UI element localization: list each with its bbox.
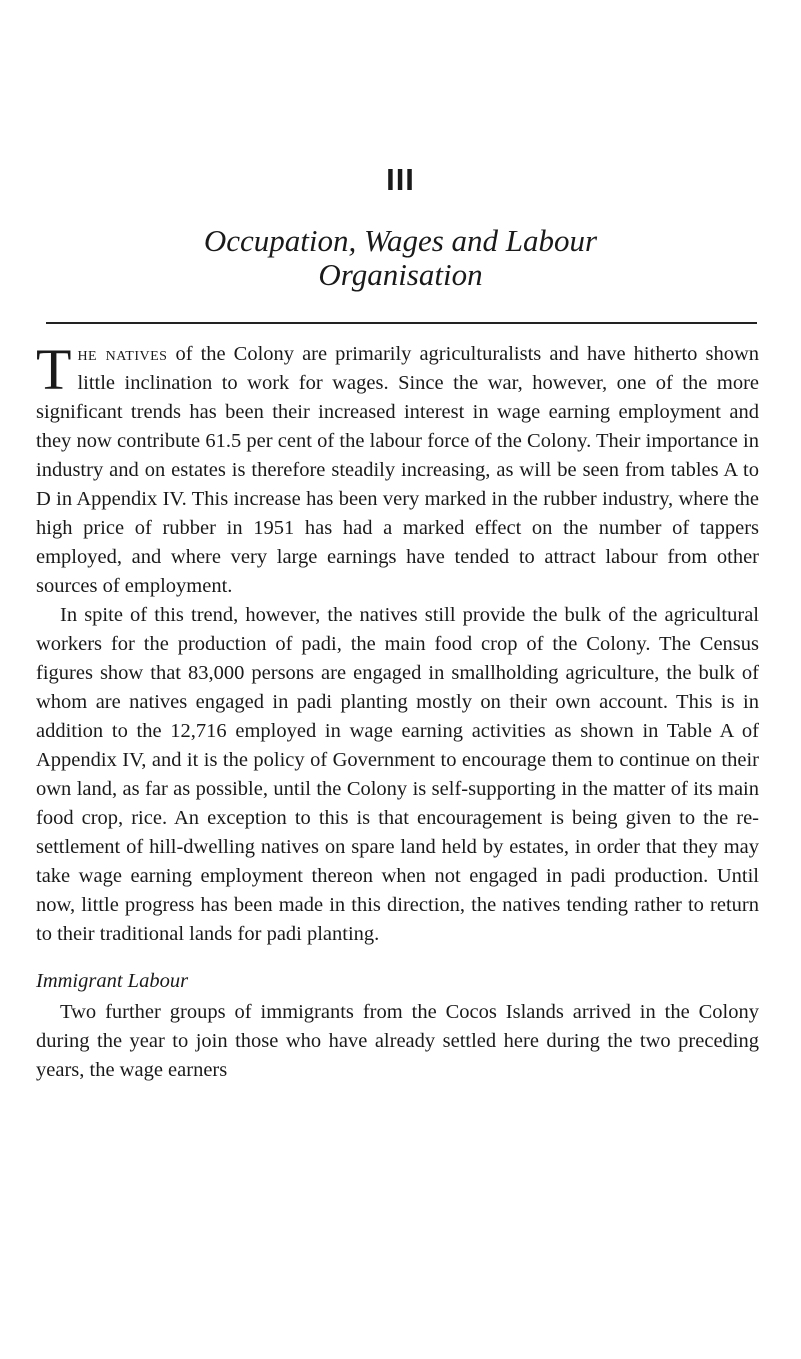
- chapter-title-line-2: Organisation: [318, 257, 483, 292]
- body-text: [36, 337, 759, 1085]
- title-divider: [46, 322, 757, 324]
- paragraph-1-text: of the Colony are primarily agriculturalists and have hitherto shown little inclination to work for wages. Since the war, however, one of the more significant trends has been their increased interest in wage earning employment and they now contribute 61.5 per cent of the labour force of the Colony. Their importance in industry and on estates is therefore steadily increasing, as will be seen from tables A to D in Appendix IV. This increase has been very marked in the rubber industry, where the high price of rubber in 1951 has had a marked effect on the number of tappers employed, and where very large earnings have tended to attract labour from other sources of employment.: [36, 343, 759, 597]
- lead-in-smallcaps: he natives: [77, 343, 168, 365]
- section-heading: Immigrant Labour: [36, 970, 189, 992]
- chapter-number: III: [386, 162, 415, 197]
- drop-cap: T: [36, 337, 72, 402]
- paragraph-3: Two further groups of immigrants from the Cocos Islands arrived in the Colony during the year to join those who have already settled here during the two preceding years, the wage earners: [36, 1001, 759, 1081]
- chapter-title: [0, 224, 801, 292]
- paragraph-1: [36, 337, 759, 601]
- chapter-title-line-1: Occupation, Wages and Labour: [203, 223, 598, 258]
- paragraph-2: In spite of this trend, however, the natives still provide the bulk of the agricultural workers for the production of padi, the main food crop of the Colony. The Census figures show that 83,000 persons are engaged in smallholding agriculture, the bulk of whom are natives engaged in padi planting mostly on their own account. This is in addition to the 12,716 employed in wage earning activities as shown in Table A of Appendix IV, and it is the policy of Government to encourage them to continue on their own land, as far as possible, until the Colony is self-supporting in the matter of its main food crop, rice. An exception to this is that encouragement is being given to the re-settlement of hill-dwelling natives on spare land held by estates, in order that they may take wage earning employment thereon when not engaged in padi production. Until now, little progress has been made in this direction, the natives tending rather to return to their traditional lands for padi planting.: [36, 604, 759, 945]
